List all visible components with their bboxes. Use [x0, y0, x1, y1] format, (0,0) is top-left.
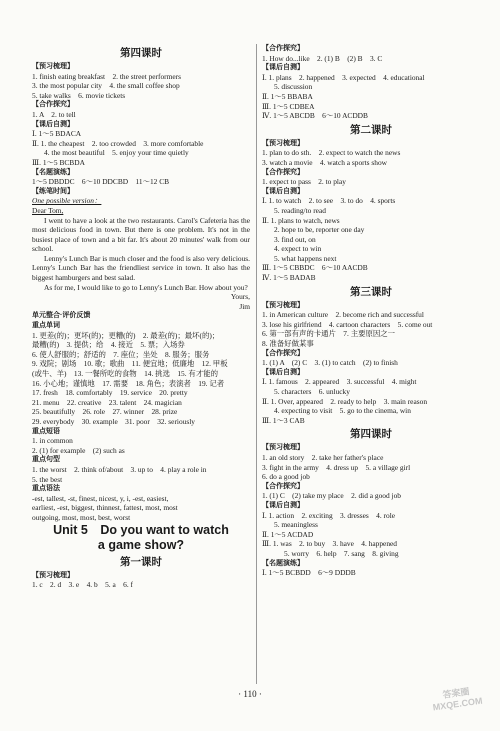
answer-line: 21. menu 22. creative 23. talent 24. magician: [32, 397, 182, 407]
section-label: 单元整合·评价反馈: [32, 312, 91, 320]
answer-line: Ⅱ. 1. Over, appeared 2. ready to help 3. main reason: [262, 396, 428, 406]
answer-line: 17. fresh 18. comfortably 19. service 20. pretty: [32, 388, 188, 398]
answer-line: Ⅰ. 1. plans 2. happened 3. expected 4. educational: [262, 72, 425, 82]
answer-line: 3. find out, on: [274, 234, 316, 244]
unit-title: Unit 5 Do you want to watch: [53, 522, 229, 537]
answer-line: Ⅲ. 1～5 BCBDA: [32, 157, 85, 167]
answer-line: 5. discussion: [274, 82, 313, 92]
answer-line: Ⅱ. 1. plans to watch, news: [262, 215, 340, 225]
answer-line: 4. expecting to visit 5. go to the cinema, win: [274, 406, 411, 416]
answer-line: 1～5 DBDDC 6～10 DDCBD 11～12 CB: [32, 177, 170, 187]
answer-line: Ⅲ. 1～5 CBBDC 6～10 AACDB: [262, 263, 368, 273]
answer-line: 1. How do...like 2. (1) B (2) B 3. C: [262, 53, 383, 63]
lesson-heading: 第四课时: [350, 428, 392, 441]
answer-line: Ⅱ. 1. the cheapest 2. too crowded 3. more comfortable: [32, 138, 204, 148]
answer-line: earliest, -est, biggest, thinnest, fattest, most, most: [32, 503, 178, 513]
section-label: 【预习梳理】: [32, 63, 74, 70]
answer-line: 5. the best: [32, 474, 63, 484]
answer-line: 6. do a good job: [262, 472, 310, 482]
answer-line: 9. 戏院；剧场 10. 歌；歌曲 11. 便宜地；低廉地 12. 甲板: [32, 359, 228, 369]
answer-line: 2. (1) for example (2) such as: [32, 445, 125, 455]
essay-intro: One possible version：: [32, 196, 102, 206]
answer-line: 5. meaningless: [274, 520, 318, 530]
answer-line: 5. worry 6. help 7. sang 8. giving: [284, 548, 399, 558]
answer-line: Ⅳ. 1～5 BADAB: [262, 273, 316, 283]
answer-line: Ⅲ. 1. was 2. to buy 3. have 4. happened: [262, 539, 398, 549]
answer-line: 2. hope to be, reporter one day: [274, 225, 365, 235]
answer-line: -est, tallest, -st, finest, nicest, y, i, -est, easiest,: [32, 493, 169, 503]
section-label: 重点单词: [32, 322, 60, 330]
answer-line: 29. everybody 30. example 31. poor 32. seriously: [32, 416, 195, 426]
answer-line: Ⅲ. 1～5 CDBEA: [262, 101, 315, 111]
lesson-heading: 第三课时: [350, 285, 392, 298]
answer-line: 最糟(的) 3. 提供；给 4. 接近 5. 票；入场券: [32, 340, 185, 350]
section-label: 【合作探究】: [262, 349, 304, 357]
essay-paragraph: Lenny's Lunch Bar is much closer and the food is also very delicious. Lenny's Lunch Bar has the friendliest service in town. It also has the biggest hamburgers and best salad.: [32, 253, 250, 283]
answer-line: 3. fight in the army 4. dress up 5. a village girl: [262, 462, 411, 472]
page-number: · 110 ·: [238, 689, 262, 699]
answer-line: 1. 更差(的)；更坏(的)；更糟(的) 2. 最差(的)；最坏(的)；: [32, 330, 220, 340]
letter-signoff: Jim: [239, 301, 250, 311]
answer-line: 6. 第一部有声的卡通片 7. 主要原因之一: [262, 329, 396, 339]
right-column: [262, 44, 480, 578]
answer-line: Ⅳ. 1～5 ABCDB 6～10 ACDDB: [262, 111, 368, 121]
section-label: 【合作探究】: [262, 45, 304, 52]
answer-line: 1. (1) A (2) C 3. (1) to catch (2) to finish: [262, 358, 398, 368]
answer-line: 5. what happens next: [274, 253, 337, 263]
section-label: 【课后自测】: [262, 187, 304, 195]
section-label: 【课后自测】: [262, 368, 304, 376]
watermark-logo: 答案圈 MXQE.COM: [432, 686, 484, 713]
answer-line: 4. the most beautiful 5. enjoy your time quietly: [44, 148, 189, 158]
answer-line: 8. 准备好做某事: [262, 339, 314, 349]
section-label: 【课后自测】: [262, 64, 304, 72]
answer-line: 3. the most popular city 4. the small coffee shop: [32, 81, 180, 91]
section-label: 【预习梳理】: [262, 139, 304, 147]
answer-line: 4. expect to win: [274, 244, 322, 254]
answer-line: 25. beautifully 26. role 27. winner 28. prize: [32, 407, 178, 417]
answer-line: Ⅱ. 1～5 ACDAD: [262, 529, 314, 539]
section-label: 【课后自测】: [32, 120, 74, 128]
answer-line: 5. take walks 6. movie tickets: [32, 90, 126, 100]
answer-line: 1. an old story 2. take her father's place: [262, 452, 384, 462]
answer-line: 1. expect to pass 2. to play: [262, 177, 346, 187]
answer-line: 1. finish eating breakfast 2. the street performers: [32, 71, 181, 81]
lesson-heading: 第二课时: [350, 123, 392, 136]
section-label: 【合作探究】: [262, 482, 304, 490]
answer-line: 1. plan to do sth. 2. expect to watch the news: [262, 148, 401, 158]
answer-line: 5. reading/to read: [274, 205, 326, 215]
section-label: 重点短语: [32, 427, 60, 435]
left-column: [32, 44, 250, 590]
answer-line: 1. in American culture 2. become rich and successful: [262, 310, 424, 320]
section-label: 【预习梳理】: [262, 301, 304, 309]
section-label: 【练笔时间】: [32, 187, 74, 195]
lesson-heading: 第四课时: [120, 47, 162, 59]
section-label: 【合作探究】: [262, 168, 304, 176]
letter-greeting: Dear Tom,: [32, 205, 64, 215]
answer-line: Ⅰ. 1. action 2. exciting 3. dresses 4. role: [262, 510, 396, 520]
column-divider: [256, 44, 257, 684]
lesson-heading: 第一课时: [120, 555, 162, 568]
answer-line: Ⅲ. 1～3 CAB: [262, 415, 305, 425]
section-label: 【名题演练】: [262, 559, 304, 567]
essay-paragraph: As for me, I would like to go to Lenny's Lunch Bar. How about you?: [44, 282, 248, 292]
answer-line: 1. in common: [32, 436, 73, 446]
answer-line: outgoing, most, most, best, worst: [32, 512, 131, 522]
answer-line: Ⅰ. 1～5 BCBDD 6～9 DDDB: [262, 568, 356, 578]
answer-line: 1. the worst 2. think of/about 3. up to 4. play a role in: [32, 464, 207, 474]
section-label: 重点句型: [32, 456, 60, 464]
answer-line: 1. A 2. to tell: [32, 109, 76, 119]
answer-line: 1. (1) C (2) take my place 2. did a good job: [262, 491, 401, 501]
answer-line: 5. characters 6. unlucky: [274, 387, 350, 396]
answer-line: 3. watch a movie 4. watch a sports show: [262, 157, 387, 167]
section-label: 重点语法: [32, 485, 60, 493]
unit-title: a game show?: [97, 537, 185, 552]
section-label: 【预习梳理】: [262, 444, 304, 452]
essay-paragraph: I went to have a look at the two restaurants. Carol's Cafeteria has the most delicious food in town. But there is one problem. It's not in the busiest place of town and a bit far. It's about 20 minutes' walk from our school.: [32, 215, 250, 254]
answer-line: (或牛、羊) 13. 一餐所吃的食物 14. 挑选 15. 有才能的: [32, 369, 218, 378]
section-label: 【合作探究】: [32, 101, 74, 109]
answer-line: Ⅱ. 1～5 BBABA: [262, 91, 313, 101]
section-label: 【名题演练】: [32, 168, 74, 176]
section-label: 【课后自测】: [262, 501, 304, 509]
answer-line: Ⅰ. 1. famous 2. appeared 3. successful 4. might: [262, 377, 417, 387]
answer-line: Ⅰ. 1. to watch 2. to see 3. to do 4. sports: [262, 196, 396, 206]
section-label: 【预习梳理】: [32, 571, 74, 579]
letter-signoff: Yours,: [230, 292, 250, 302]
answer-line: 1. c 2. d 3. e 4. b 5. a 6. f: [32, 580, 133, 590]
answer-line: 16. 小心地；谨慎地 17. 需要 18. 角色；表演者 19. 记者: [32, 378, 225, 388]
answer-line: 6. 使人舒服的；舒适的 7. 座位；坐处 8. 服务；服务: [32, 349, 210, 359]
answer-line: Ⅰ. 1～5 BDACA: [32, 129, 82, 139]
answer-line: 3. lose his girlfriend 4. cartoon characters 5. come out: [262, 319, 433, 329]
